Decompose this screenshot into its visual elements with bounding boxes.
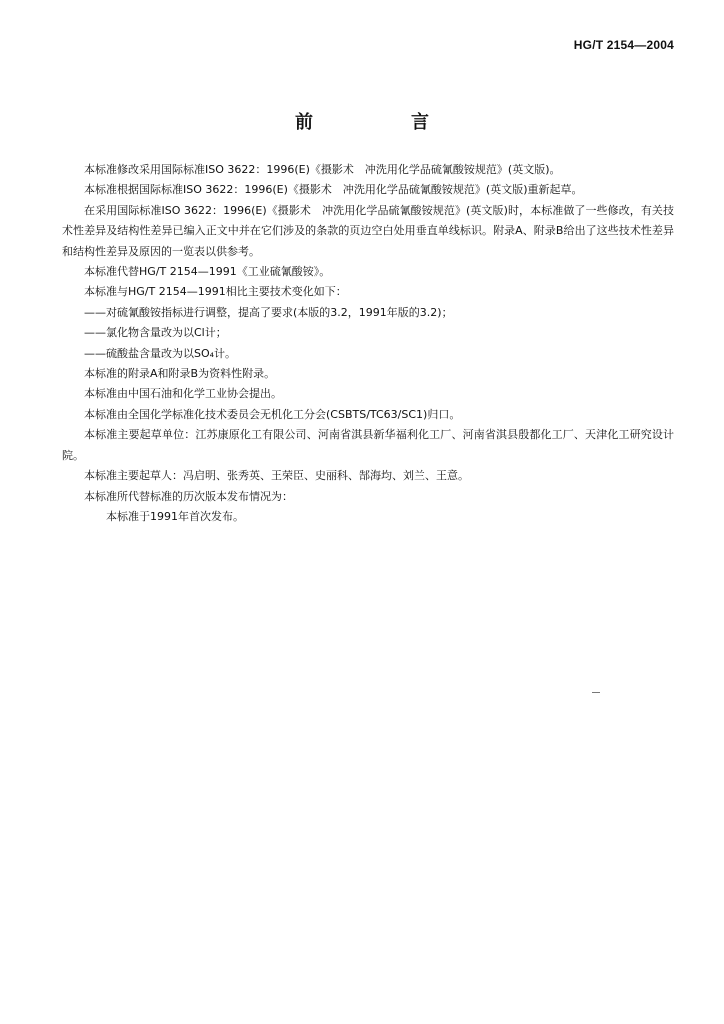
paragraph-appendices: 本标准的附录A和附录B为资料性附录。	[84, 367, 276, 381]
paragraph-changes-intro: 本标准与HG/T 2154—1991相比主要技术变化如下：	[84, 285, 347, 299]
paragraph-administered-by: 本标准由全国化学标准化技术委员会无机化工分会(CSBTS/TC63/SC1)归口。	[84, 407, 461, 421]
page-title: 前 言	[295, 112, 469, 133]
paragraph-replaces: 本标准代替HG/T 2154—1991《工业硫氰酸铵》。	[84, 265, 331, 279]
paragraph-history-intro: 本标准所代替标准的历次版本发布情况为：	[84, 489, 293, 503]
paragraph-proposed-by: 本标准由中国石油和化学工业协会提出。	[84, 387, 282, 401]
paragraph-modifications: 在采用国际标准ISO 3622：1996(E)《摄影术 冲洗用化学品硫氰酸铵规范》(英文版)时，本标准做了一些修改，有关技术性差异及结构性差异已编入正文中并在它们涉及的条款的页边空白处用垂直单线标识。附录A、附录B给出了这些技术性差异和结构性差异及原因的一览表以供参考。	[62, 203, 674, 258]
change-item-3: ——硫酸盐含量改为以SO₄计。	[84, 346, 237, 360]
margin-mark	[592, 692, 600, 693]
change-item-1: ——对硫氰酸铵指标进行调整，提高了要求(本版的3.2，1991年版的3.2)；	[84, 305, 453, 319]
paragraph-history-item: 本标准于1991年首次发布。	[106, 509, 244, 523]
foreword-body	[62, 160, 674, 527]
paragraph-drafters: 本标准主要起草人：冯启明、张秀英、王荣臣、史丽科、郜海均、刘兰、王意。	[84, 469, 469, 483]
paragraph-drafting-basis: 本标准根据国际标准ISO 3622：1996(E)《摄影术 冲洗用化学品硫氰酸铵规范》(英文版)重新起草。	[84, 183, 583, 197]
standard-code: HG/T 2154—2004	[573, 38, 674, 52]
paragraph-adoption: 本标准修改采用国际标准ISO 3622：1996(E)《摄影术 冲洗用化学品硫氰酸铵规范》(英文版)。	[84, 163, 561, 176]
change-item-2: ——氯化物含量改为以Cl计；	[84, 326, 227, 340]
paragraph-drafting-units: 本标准主要起草单位：江苏康原化工有限公司、河南省淇县新华福利化工厂、河南省淇县殷都化工厂、天津化工研究设计院。	[62, 428, 674, 462]
